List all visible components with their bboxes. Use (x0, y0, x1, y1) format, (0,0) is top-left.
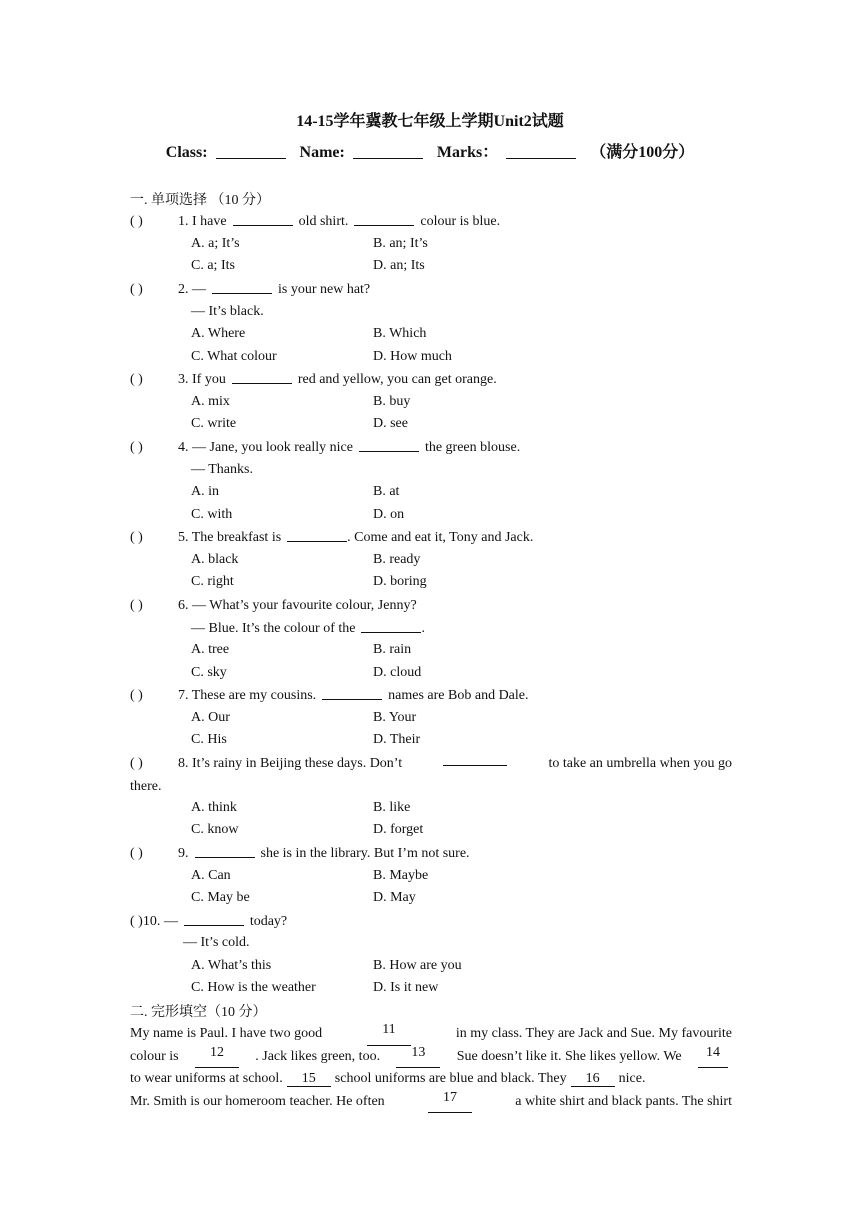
question-4-reply: — Thanks. (191, 462, 253, 477)
option-d: D. How much (373, 349, 452, 364)
full-score: （满分100分） (590, 144, 695, 161)
question-8: ( ) 8. It’s rainy in Beijing these days. Don’t to take an umbrella when you go there. (130, 753, 732, 798)
option-c: C. His (191, 732, 227, 747)
blank-13: 13 (396, 1046, 440, 1069)
option-d: D. Is it new (373, 980, 439, 995)
option-c: C. know (191, 822, 239, 837)
name-label: Name: (299, 144, 345, 161)
option-b: B. an; It’s (373, 236, 428, 251)
option-b: B. ready (373, 552, 421, 567)
option-a: A. What’s this (191, 958, 272, 973)
option-b: B. Maybe (373, 868, 429, 883)
blank-16: 16 (571, 1072, 615, 1087)
question-text: 9. she is in the library. But I’m not sure. (178, 846, 470, 861)
page-title: 14-15学年冀教七年级上学期Unit2试题 (296, 113, 564, 130)
blank-17: 17 (428, 1091, 472, 1114)
option-d: D. see (373, 416, 408, 431)
blank-14: 14 (698, 1046, 728, 1069)
answer-paren: ( ) (130, 530, 143, 545)
option-b: B. Which (373, 326, 427, 341)
option-c: C. sky (191, 665, 227, 680)
answer-paren: ( ) (130, 598, 143, 613)
question-text: 7. These are my cousins. names are Bob and Dale. (178, 688, 529, 703)
option-d: D. an; Its (373, 258, 425, 273)
answer-paren: ( ) (130, 282, 143, 297)
passage-line-2: colour is 12 . Jack likes green, too. 13 Sue doesn’t like it. She likes yellow. We 14 (130, 1046, 732, 1069)
class-label: Class: (165, 144, 208, 161)
option-b: B. How are you (373, 958, 462, 973)
answer-paren: ( ) (130, 846, 143, 861)
passage-line-4: Mr. Smith is our homeroom teacher. He often 17 a white shirt and black pants. The shirt (130, 1091, 732, 1114)
option-b: B. buy (373, 394, 411, 409)
answer-paren: ( ) (130, 756, 143, 771)
answer-paren: ( )10. — today? (130, 914, 288, 929)
option-c: C. How is the weather (191, 980, 316, 995)
question-text: 5. The breakfast is . Come and eat it, Tony and Jack. (178, 530, 534, 545)
option-a: A. mix (191, 394, 230, 409)
cloze-passage (130, 1023, 732, 1113)
option-d: D. Their (373, 732, 421, 747)
option-c: C. write (191, 416, 237, 431)
option-d: D. May (373, 890, 416, 905)
option-b: B. Your (373, 710, 417, 725)
option-c: C. a; Its (191, 258, 235, 273)
marks-blank (506, 143, 576, 159)
option-a: A. black (191, 552, 239, 567)
option-d: D. on (373, 507, 405, 522)
answer-paren: ( ) (130, 214, 143, 229)
answer-paren: ( ) (130, 688, 143, 703)
marks-label: Marks： (436, 144, 499, 161)
option-a: A. in (191, 484, 219, 499)
name-blank (353, 143, 423, 159)
answer-paren: ( ) (130, 372, 143, 387)
passage-line-3: to wear uniforms at school. 15 school uniforms are blue and black. They 16 nice. (130, 1071, 646, 1086)
option-a: A. Where (191, 326, 246, 341)
option-c: C. right (191, 574, 234, 589)
option-a: A. tree (191, 642, 230, 657)
section-2-heading: 二. 完形填空（10 分） (130, 1005, 267, 1020)
option-a: A. think (191, 800, 237, 815)
blank-12: 12 (195, 1046, 239, 1069)
option-a: A. Can (191, 868, 231, 883)
option-a: A. Our (191, 710, 230, 725)
option-b: B. at (373, 484, 400, 499)
question-text: 6. — What’s your favourite colour, Jenny? (178, 598, 417, 613)
student-info-line (0, 139, 860, 162)
question-text: 2. — is your new hat? (178, 282, 371, 297)
option-d: D. cloud (373, 665, 422, 680)
option-d: D. forget (373, 822, 424, 837)
blank-15: 15 (287, 1072, 331, 1087)
option-c: C. What colour (191, 349, 277, 364)
answer-paren: ( ) (130, 440, 143, 455)
question-10-reply: — It’s cold. (183, 935, 250, 950)
class-blank (216, 143, 286, 159)
option-b: B. rain (373, 642, 412, 657)
passage-line-1: My name is Paul. I have two good 11 in my class. They are Jack and Sue. My favourite (130, 1023, 732, 1046)
question-text: 1. I have old shirt. colour is blue. (178, 214, 501, 229)
section-1-heading: 一. 单项选择 （10 分） (130, 193, 270, 208)
option-a: A. a; It’s (191, 236, 240, 251)
question-text: 4. — Jane, you look really nice the green blouse. (178, 440, 521, 455)
option-d: D. boring (373, 574, 427, 589)
option-c: C. May be (191, 890, 250, 905)
option-c: C. with (191, 507, 233, 522)
question-text: 3. If you red and yellow, you can get orange. (178, 372, 497, 387)
question-6-reply: — Blue. It’s the colour of the . (191, 621, 425, 636)
question-8-continuation: there. (130, 778, 162, 794)
question-2-reply: — It’s black. (191, 304, 264, 319)
option-b: B. like (373, 800, 411, 815)
blank-11: 11 (367, 1023, 411, 1046)
